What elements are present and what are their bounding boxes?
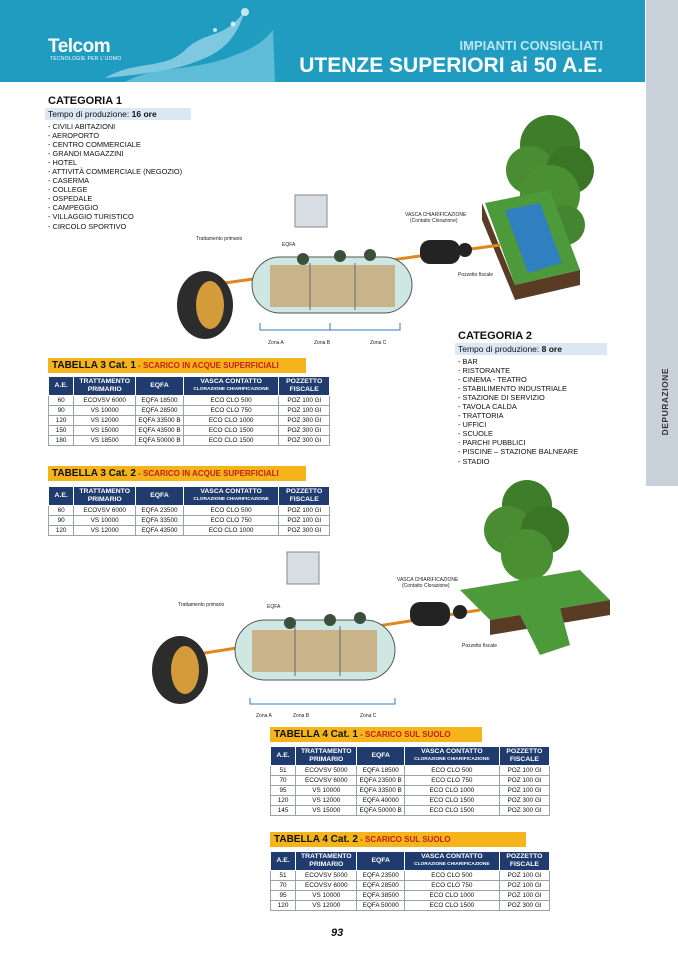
table-cell: ECOVSV 5000: [296, 766, 357, 776]
table-cell: ECO CLO 1500: [404, 796, 499, 806]
table-cell: POZ 100 Gl: [499, 786, 549, 796]
column-header: EQFA: [136, 377, 184, 396]
category-list-item: - UFFICI: [458, 420, 578, 429]
column-header: TRATTAMENTO PRIMARIO: [296, 747, 357, 766]
table-row: [271, 891, 550, 901]
category-list-item: - HOTEL: [48, 158, 182, 167]
category-2-subtitle: Tempo di produzione: 8 ore: [455, 343, 607, 355]
category-list-item: - CAMPEGGIO: [48, 203, 182, 212]
table-cell: ECOVSV 6000: [74, 396, 136, 406]
table-cell: VS 10000: [74, 406, 136, 416]
category-list-item: - CIVILI ABITAZIONI: [48, 122, 182, 131]
table-row: [49, 426, 330, 436]
column-header: VASCA CONTATTO CLORAZIONE CHIARIFICAZIONE: [404, 852, 499, 871]
label-vasca: VASCA CHIARIFICAZIONE: [405, 212, 467, 218]
column-header: A.E.: [271, 747, 296, 766]
table-cell: ECO CLO 1000: [183, 416, 279, 426]
table-cell: ECOVSV 6000: [296, 776, 357, 786]
category-1-list: [48, 122, 182, 231]
table-cell: ECO CLO 1500: [404, 806, 499, 816]
table-cell: VS 12000: [296, 901, 357, 911]
label-primary-treatment: Trattamento primario: [196, 236, 243, 242]
table-1-banner: TABELLA 3 Cat. 1 - SCARICO IN ACQUE SUPERFICIALI: [48, 358, 306, 373]
table-cell: VS 10000: [74, 516, 136, 526]
table-cell: POZ 300 Gl: [279, 526, 330, 536]
table-cell: ECOVSV 5000: [296, 871, 357, 881]
table-row: [271, 881, 550, 891]
table-4-banner: TABELLA 4 Cat. 2 - SCARICO SUL SUOLO: [270, 832, 526, 847]
table-cell: EQFA 50000 B: [136, 436, 184, 446]
table-cell: ECOVSV 6000: [74, 506, 136, 516]
category-list-item: - ATTIVITÀ COMMERCIALE (NEGOZIO): [48, 167, 182, 176]
table-row: [49, 406, 330, 416]
label-vasca-sub: (Contatto Clorazione): [410, 218, 458, 224]
section-kicker: IMPIANTI CONSIGLIATI: [459, 38, 603, 53]
column-header: VASCA CONTATTO CLORAZIONE CHIARIFICAZIONE: [404, 747, 499, 766]
table-cell: EQFA 50000 B: [357, 806, 404, 816]
page-title: UTENZE SUPERIORI ai 50 A.E.: [299, 54, 603, 77]
table-cell: EQFA 23500 B: [357, 776, 404, 786]
table-row: [49, 416, 330, 426]
table-cell: POZ 300 Gl: [499, 901, 549, 911]
category-1-subtitle: Tempo di produzione: 16 ore: [45, 108, 191, 120]
table-row: [271, 796, 550, 806]
category-list-item: - CIRCOLO SPORTIVO: [48, 222, 182, 231]
side-tab-label: DEPURAZIONE: [660, 368, 670, 436]
page-header: [0, 0, 645, 82]
table-cell: EQFA 38500: [357, 891, 404, 901]
table-cell: 120: [271, 901, 296, 911]
table-cell: 70: [271, 776, 296, 786]
table-cell: 95: [271, 786, 296, 796]
table-cell: POZ 100 Gl: [499, 881, 549, 891]
table-row: [271, 786, 550, 796]
table-cell: POZ 300 Gl: [279, 426, 330, 436]
category-list-item: - PISCINE – STAZIONE BALNEARE: [458, 447, 578, 456]
table-cell: EQFA 33500 B: [136, 416, 184, 426]
table-cell: 60: [49, 396, 74, 406]
column-header: EQFA: [357, 852, 404, 871]
table-cell: ECO CLO 1500: [404, 901, 499, 911]
table-cell: EQFA 23500: [136, 506, 184, 516]
table-cell: 60: [49, 506, 74, 516]
category-list-item: - STAZIONE DI SERVIZIO: [458, 393, 578, 402]
label-zona-b-2: Zona B: [293, 713, 310, 719]
category-list-item: - OSPEDALE: [48, 194, 182, 203]
category-list-item: - TAVOLA CALDA: [458, 402, 578, 411]
category-list-item: - STABILIMENTO INDUSTRIALE: [458, 384, 578, 393]
category-list-item: - SCUOLE: [458, 429, 578, 438]
column-header: EQFA: [136, 487, 184, 506]
column-header: A.E.: [49, 487, 74, 506]
table-row: [49, 396, 330, 406]
table-4: [270, 851, 550, 911]
table-cell: ECO CLO 1500: [183, 436, 279, 446]
table-cell: VS 12000: [296, 796, 357, 806]
column-header: POZZETTO FISCALE: [499, 852, 549, 871]
table-cell: EQFA 33500: [136, 516, 184, 526]
label-primary-treatment-2: Trattamento primario: [178, 602, 225, 608]
table-cell: ECO CLO 750: [404, 881, 499, 891]
table-2-banner: TABELLA 3 Cat. 2 - SCARICO IN ACQUE SUPERFICIALI: [48, 466, 306, 481]
table-cell: VS 10000: [296, 891, 357, 901]
table-row: [271, 806, 550, 816]
column-header: POZZETTO FISCALE: [279, 487, 330, 506]
column-header: VASCA CONTATTO CLORAZIONE CHIARIFICAZIONE: [183, 487, 279, 506]
category-list-item: - COLLEGE: [48, 185, 182, 194]
table-cell: POZ 100 Gl: [279, 396, 330, 406]
label-pozzetto: Pozzetto fiscale: [458, 272, 494, 278]
table-header-row: [49, 377, 330, 396]
column-header: TRATTAMENTO PRIMARIO: [296, 852, 357, 871]
table-header-row: [271, 747, 550, 766]
table-cell: 145: [271, 806, 296, 816]
label-zona-c-2: Zona C: [360, 713, 377, 719]
table-cell: POZ 300 Gl: [279, 436, 330, 446]
table-1: [48, 376, 330, 446]
label-pozzetto-2: Pozzetto fiscale: [462, 643, 498, 649]
table-cell: VS 10000: [296, 786, 357, 796]
table-cell: VS 12000: [74, 526, 136, 536]
table-cell: EQFA 50000: [357, 901, 404, 911]
table-cell: EQFA 43500 B: [136, 426, 184, 436]
table-header-row: [271, 852, 550, 871]
table-cell: POZ 100 Gl: [279, 506, 330, 516]
category-2-title: CATEGORIA 2: [458, 330, 532, 342]
table-cell: VS 15000: [296, 806, 357, 816]
column-header: A.E.: [271, 852, 296, 871]
table-cell: ECO CLO 1000: [183, 526, 279, 536]
table-cell: ECO CLO 500: [404, 766, 499, 776]
table-cell: 51: [271, 871, 296, 881]
label-eqfa: EQFA: [282, 242, 296, 248]
table-cell: EQFA 33500 B: [357, 786, 404, 796]
column-header: EQFA: [357, 747, 404, 766]
brand-tagline: TECNOLOGIE PER L'UOMO: [50, 56, 122, 62]
table-cell: 95: [271, 891, 296, 901]
table-cell: POZ 100 Gl: [499, 891, 549, 901]
table-cell: EQFA 28500: [136, 406, 184, 416]
table-row: [271, 901, 550, 911]
table-cell: 120: [49, 526, 74, 536]
table-cell: VS 12000: [74, 416, 136, 426]
table-cell: POZ 100 Gl: [279, 406, 330, 416]
label-zona-a: Zona A: [268, 340, 284, 346]
page-number: 93: [331, 927, 344, 939]
table-cell: ECO CLO 750: [183, 406, 279, 416]
table-cell: EQFA 28500: [357, 881, 404, 891]
category-1-title: CATEGORIA 1: [48, 95, 122, 107]
category-list-item: - CENTRO COMMERCIALE: [48, 140, 182, 149]
table-cell: ECO CLO 1000: [404, 786, 499, 796]
table-cell: ECO CLO 1500: [183, 426, 279, 436]
table-cell: POZ 100 Gl: [279, 516, 330, 526]
table-cell: 180: [49, 436, 74, 446]
table-cell: 150: [49, 426, 74, 436]
table-3-banner: TABELLA 4 Cat. 1 - SCARICO SUL SUOLO: [270, 727, 482, 742]
category-list-item: - STADIO: [458, 457, 578, 466]
table-cell: 120: [271, 796, 296, 806]
table-cell: EQFA 18500: [357, 766, 404, 776]
table-cell: ECO CLO 500: [183, 396, 279, 406]
label-zona-b: Zona B: [314, 340, 331, 346]
table-cell: ECO CLO 1000: [404, 891, 499, 901]
column-header: POZZETTO FISCALE: [279, 377, 330, 396]
label-eqfa-2: EQFA: [267, 604, 281, 610]
brand-logo: Telcom: [48, 36, 111, 57]
table-cell: POZ 100 Gl: [499, 766, 549, 776]
table-cell: ECO CLO 750: [183, 516, 279, 526]
category-list-item: - PARCHI PUBBLICI: [458, 438, 578, 447]
column-header: POZZETTO FISCALE: [499, 747, 549, 766]
category-2-list: [458, 357, 578, 466]
table-cell: POZ 300 Gl: [279, 416, 330, 426]
table-cell: EQFA 43500: [136, 526, 184, 536]
table-cell: EQFA 23500: [357, 871, 404, 881]
category-list-item: - CASERMA: [48, 176, 182, 185]
table-cell: ECOVSV 6000: [296, 881, 357, 891]
table-cell: 51: [271, 766, 296, 776]
table-3: [270, 746, 550, 816]
label-vasca-2: VASCA CHIARIFICAZIONE: [397, 577, 459, 583]
table-cell: 120: [49, 416, 74, 426]
table-row: [271, 776, 550, 786]
water-splash-image: [95, 0, 275, 82]
label-vasca-sub-2: (Contatto Clorazione): [402, 583, 450, 589]
table-cell: POZ 100 Gl: [499, 871, 549, 881]
table-row: [271, 766, 550, 776]
table-row: [49, 436, 330, 446]
column-header: TRATTAMENTO PRIMARIO: [74, 377, 136, 396]
table-cell: EQFA 40000: [357, 796, 404, 806]
table-cell: 90: [49, 516, 74, 526]
table-cell: VS 15000: [74, 426, 136, 436]
table-cell: POZ 300 Gl: [499, 796, 549, 806]
table-cell: ECO CLO 750: [404, 776, 499, 786]
category-list-item: - BAR: [458, 357, 578, 366]
table-cell: POZ 100 Gl: [499, 776, 549, 786]
column-header: VASCA CONTATTO CLORAZIONE CHIARIFICAZIONE: [183, 377, 279, 396]
table-cell: 90: [49, 406, 74, 416]
label-zona-a-2: Zona A: [256, 713, 272, 719]
table-cell: ECO CLO 500: [183, 506, 279, 516]
table-cell: EQFA 18500: [136, 396, 184, 406]
column-header: TRATTAMENTO PRIMARIO: [74, 487, 136, 506]
label-zona-c: Zona C: [370, 340, 387, 346]
category-list-item: - TRATTORIA: [458, 411, 578, 420]
category-list-item: - GRANDI MAGAZZINI: [48, 149, 182, 158]
column-header: A.E.: [49, 377, 74, 396]
category-list-item: - AEROPORTO: [48, 131, 182, 140]
category-list-item: - VILLAGGIO TURISTICO: [48, 212, 182, 221]
table-cell: VS 18500: [74, 436, 136, 446]
table-cell: POZ 300 Gl: [499, 806, 549, 816]
table-cell: ECO CLO 500: [404, 871, 499, 881]
table-row: [271, 871, 550, 881]
category-list-item: - RISTORANTE: [458, 366, 578, 375]
table-cell: 70: [271, 881, 296, 891]
category-list-item: - CINEMA - TEATRO: [458, 375, 578, 384]
